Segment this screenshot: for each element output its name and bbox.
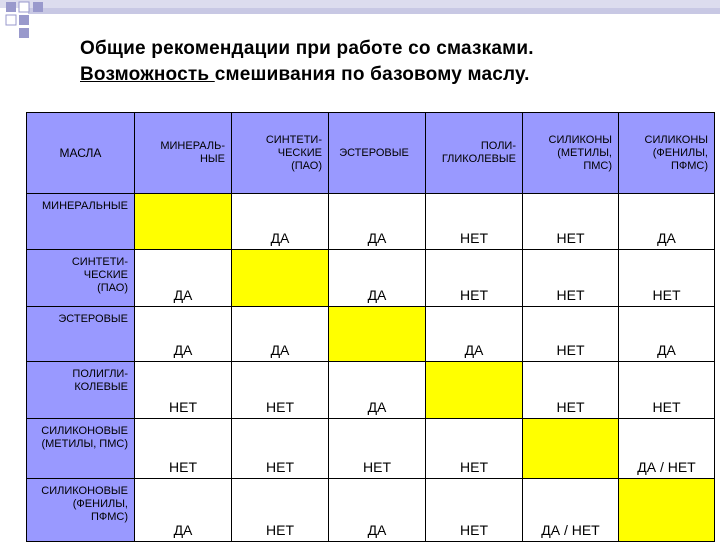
table-cell: НЕТ (523, 307, 619, 362)
table-cell: НЕТ (523, 250, 619, 307)
compatibility-table (26, 112, 715, 542)
title-underlined: Возможность (80, 64, 215, 85)
table-cell: НЕТ (232, 362, 329, 419)
table-cell: НЕТ (135, 419, 232, 479)
column-header-silicone-phenyl: СИЛИКОНЫ (ФЕНИЛЫ, ПФМС) (619, 113, 715, 194)
deco-square-3 (6, 15, 16, 25)
table-row (27, 250, 715, 307)
title-line-2 (80, 62, 700, 88)
table-cell: ДА (232, 307, 329, 362)
row-header-mineral: МИНЕРАЛЬНЫЕ (27, 194, 135, 250)
column-header-polyglycol: ПОЛИ- ГЛИКОЛЕВЫЕ (426, 113, 523, 194)
table-cell: НЕТ (523, 362, 619, 419)
table-cell: НЕТ (426, 479, 523, 542)
table-cell: НЕТ (426, 194, 523, 250)
row-header-synthetic: СИНТЕТИ- ЧЕСКИЕ (ПАО) (27, 250, 135, 307)
table-cell: НЕТ (619, 362, 715, 419)
table-cell: НЕТ (523, 194, 619, 250)
table-cell: НЕТ (426, 250, 523, 307)
table-row (27, 419, 715, 479)
deco-square-5 (33, 2, 43, 12)
deco-square-4 (19, 15, 29, 25)
table-cell: НЕТ (232, 419, 329, 479)
table-cell: ДА (619, 194, 715, 250)
table-cell: ДА (329, 362, 426, 419)
slide-decoration (0, 0, 720, 40)
slide-title (80, 36, 700, 88)
table-cell: ДА (619, 307, 715, 362)
table-row (27, 194, 715, 250)
title-line-1: Общие рекомендации при работе со смазками. (80, 38, 534, 59)
top-bar-shadow (28, 8, 720, 14)
column-header-mineral: МИНЕРАЛЬ- НЫЕ (135, 113, 232, 194)
table-cell: ДА / НЕТ (619, 419, 715, 479)
table-cell: ДА (426, 307, 523, 362)
row-header-polyglycol: ПОЛИГЛИ- КОЛЕВЫЕ (27, 362, 135, 419)
table-cell: ДА (135, 307, 232, 362)
column-header-synthetic: СИНТЕТИ- ЧЕСКИЕ (ПАО) (232, 113, 329, 194)
deco-square-2 (19, 2, 29, 12)
table-cell (523, 419, 619, 479)
column-header-ester: ЭСТЕРОВЫЕ (329, 113, 426, 194)
table-cell: НЕТ (329, 419, 426, 479)
table-cell (619, 479, 715, 542)
table-cell (232, 250, 329, 307)
table-cell: ДА / НЕТ (523, 479, 619, 542)
title-rest: смешивания по базовому маслу. (214, 64, 530, 85)
table-cell: НЕТ (232, 479, 329, 542)
table-cell: НЕТ (426, 419, 523, 479)
table-cell: НЕТ (619, 250, 715, 307)
header-row (27, 113, 715, 194)
top-bar (0, 0, 720, 8)
row-header-silicone-phenyl: СИЛИКОНОВЫЕ (ФЕНИЛЫ, ПФМС) (27, 479, 135, 542)
corner-header: МАСЛА (27, 113, 135, 194)
table-row (27, 479, 715, 542)
table-cell: НЕТ (135, 362, 232, 419)
table-cell (135, 194, 232, 250)
table-row (27, 362, 715, 419)
column-header-silicone-methyl: СИЛИКОНЫ (МЕТИЛЫ, ПМС) (523, 113, 619, 194)
row-header-silicone-methyl: СИЛИКОНОВЫЕ (МЕТИЛЫ, ПМС) (27, 419, 135, 479)
deco-square-6 (19, 28, 29, 38)
table-cell: ДА (329, 194, 426, 250)
table-cell: ДА (329, 250, 426, 307)
table-cell (426, 362, 523, 419)
table-cell: ДА (135, 250, 232, 307)
table-row (27, 307, 715, 362)
deco-square-1 (6, 2, 16, 12)
table-cell (329, 307, 426, 362)
table-cell: ДА (329, 479, 426, 542)
table-cell: ДА (232, 194, 329, 250)
table-cell: ДА (135, 479, 232, 542)
row-header-ester: ЭСТЕРОВЫЕ (27, 307, 135, 362)
